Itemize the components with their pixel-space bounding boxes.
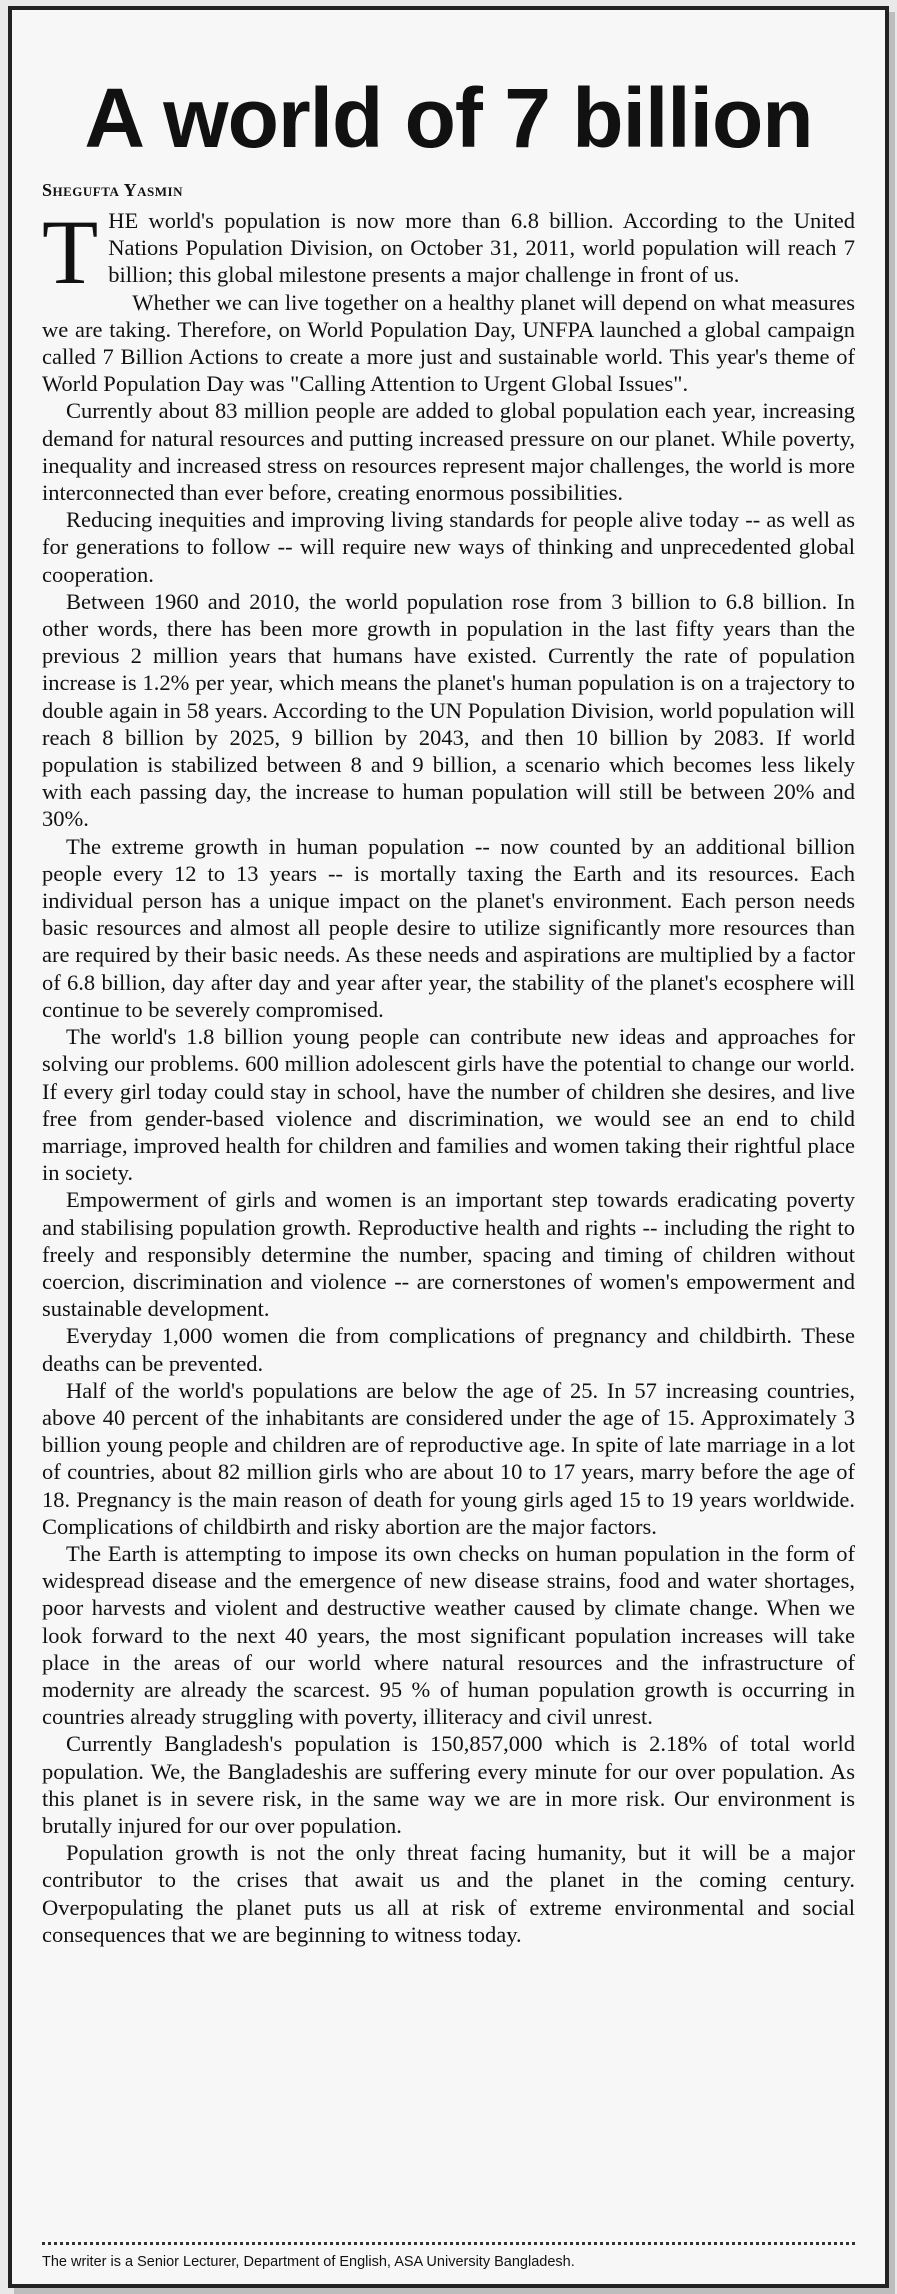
paragraph-3: Currently about 83 million people are added to global population each year, increasing demand for natural resources and putting increased pressure on our planet. While poverty, inequality and increased stress on resources represent major challenges, the world is more interconnected than ever before, creating enormous possibilities. xyxy=(42,398,855,506)
paragraph-1 xyxy=(42,201,855,303)
footer-divider xyxy=(42,2242,855,2245)
paragraph-8: Empowerment of girls and women is an important step towards eradicating poverty and stabilising population growth. Reproductive health and rights -- including the right to freely and responsibly determine the number, spacing and timing of children without coercion, discrimination and violence -- are cornerstones of women's empowerment and sustainable development. xyxy=(42,1187,855,1322)
byline: Shegufta Yasmin xyxy=(42,180,183,200)
paragraph-1-text: HE world's population is now more than 6.8 billion. According to the United Nations Population Division, on October 31, 2011, world population will reach 7 billion; this global milestone presents a major challenge in front of us. xyxy=(108,208,855,288)
author-note: The writer is a Senior Lecturer, Department of English, ASA University Bangladesh. xyxy=(42,2254,575,2270)
paragraph-12: Currently Bangladesh's population is 150,857,000 which is 2.18% of total world population. We, the Bangladeshis are suffering every minute for our over population. As this planet is in severe risk, in the same way we are in more risk. Our environment is brutally injured for our over population. xyxy=(42,1731,855,1838)
paragraph-5: Between 1960 and 2010, the world population rose from 3 billion to 6.8 billion. In other words, there has been more growth in population in the last fifty years than the previous 2 million years that humans have existed. Currently the rate of population increase is 1.2% per year, which means the planet's human population is on a trajectory to double again in 58 years. According to the UN Population Division, world population will reach 8 billion by 2025, 9 billion by 2043, and then 10 billion by 2083. If world population is stabilized between 8 and 9 billion, a scenario which becomes less likely with each passing day, the increase to human population will still be between 20% and 30%. xyxy=(42,588,855,832)
paragraph-6: The extreme growth in human population -- now counted by an additional billion people every 12 to 13 years -- is mortally taxing the Earth and its resources. Each individual person has a unique impact on the planet's environment. Each person needs basic resources and almost all people desire to utilize significantly more resources than are required by their basic needs. As these needs and aspirations are multiplied by a factor of 6.8 billion, day after day and year after year, the stability of the planet's ecosphere will continue to be severely compromised. xyxy=(42,833,855,1022)
drop-cap: T xyxy=(42,201,99,303)
paragraph-4: Reducing inequities and improving living standards for people alive today -- as well as for generations to follow -- will require new ways of thinking and unprecedented global cooperation. xyxy=(42,507,855,587)
newspaper-clipping xyxy=(8,6,889,2288)
paragraph-7: The world's 1.8 billion young people can contribute new ideas and approaches for solving our problems. 600 million adolescent girls have the potential to change our world. If every girl today could stay in school, have the number of children she desires, and live free from gender-based violence and discrimination, we would see an end to child marriage, improved health for children and families and women taking their rightful place in society. xyxy=(42,1024,855,1186)
paragraph-2: Whether we can live together on a healthy planet will depend on what measures we are taking. Therefore, on World Population Day, UNFPA launched a global campaign called 7 Billion Actions to create a more just and sustainable world. This year's theme of World Population Day was "Calling Attention to Urgent Global Issues". xyxy=(42,289,855,397)
paragraph-13: Population growth is not the only threat facing humanity, but it will be a major contributor to the crises that await us and the planet in the coming century. Overpopulating the planet puts us all at risk of extreme environmental and social consequences that we are beginning to witness today. xyxy=(42,1840,855,1947)
paragraph-11: The Earth is attempting to impose its own checks on human population in the form of widespread disease and the emergence of new disease strains, food and water shortages, poor harvests and violent and destructive weather caused by climate change. When we look forward to the next 40 years, the most significant population increases will take place in the areas of our world where natural resources and the infrastructure of modernity are already the scarcest. 95 % of human population growth is occurring in countries already struggling with poverty, illiteracy and civil unrest. xyxy=(42,1540,855,1730)
paragraph-9: Everyday 1,000 women die from complications of pregnancy and childbirth. These deaths can be prevented. xyxy=(42,1323,855,1376)
article-body xyxy=(42,201,855,1948)
paragraph-10: Half of the world's populations are below the age of 25. In 57 increasing countries, above 40 percent of the inhabitants are considered under the age of 15. Approximately 3 billion young people and children are of reproductive age. In spite of late marriage in a lot of countries, about 82 million girls who are about 10 to 17 years, marry before the age of 18. Pregnancy is the main reason of death for young girls aged 15 to 19 years worldwide. Complications of childbirth and risky abortion are the major factors. xyxy=(42,1377,855,1539)
article-container xyxy=(42,10,855,1948)
headline: A world of 7 billion xyxy=(84,71,813,165)
